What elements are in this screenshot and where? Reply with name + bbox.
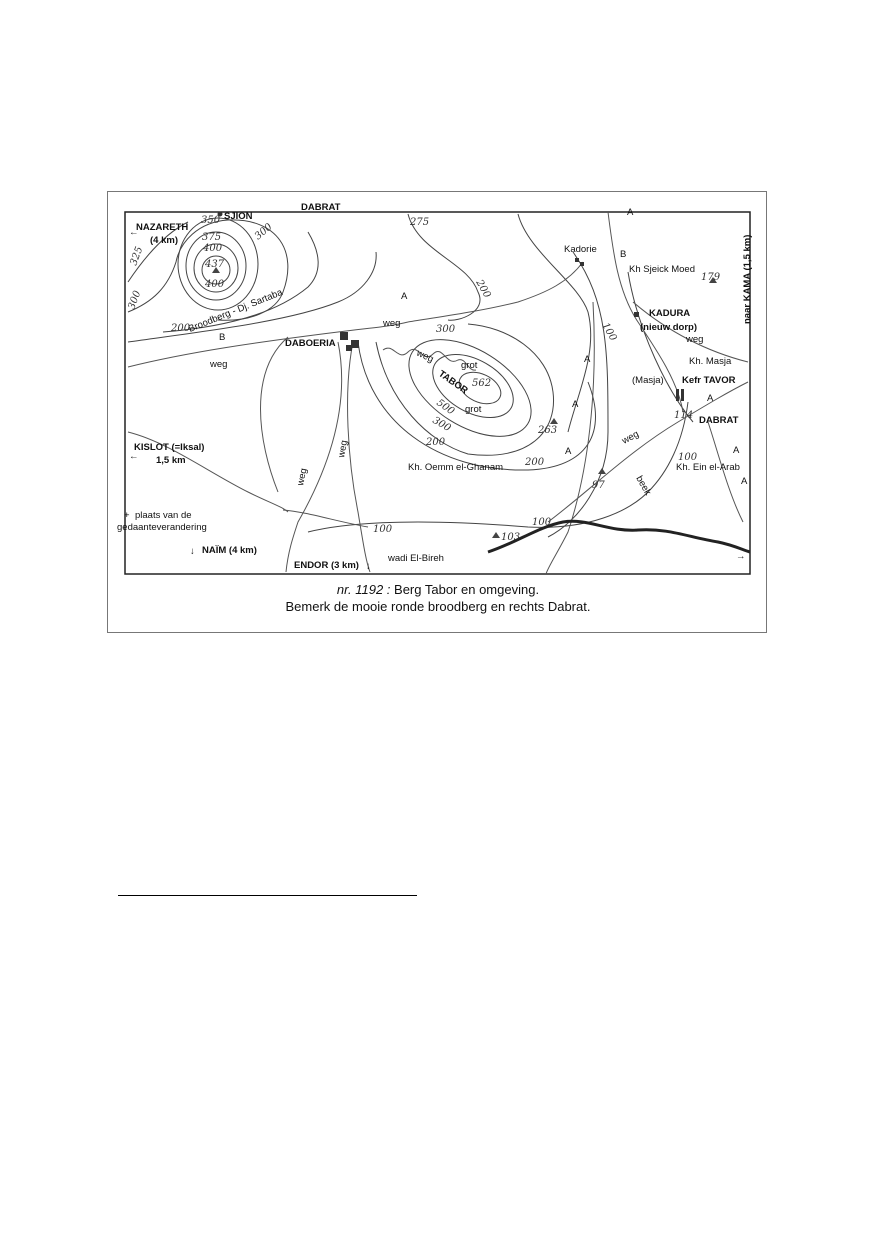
elev-500: 500 (434, 397, 457, 418)
label-kh-ein: Kh. Ein el-Arab (676, 462, 740, 473)
label-A-7: A (733, 445, 740, 456)
elev-179: 179 (701, 272, 721, 283)
elev-300-sjion: 300 (252, 221, 275, 243)
label-masja: (Masja) (632, 375, 664, 386)
label-weg-6: weg (620, 428, 641, 447)
label-daboeria: DABOERIA (285, 338, 336, 349)
arrow-left-icon-nazareth: ← (129, 227, 139, 238)
village-marks (218, 212, 685, 402)
elev-437: 437 (205, 259, 225, 270)
label-A-3: A (584, 354, 591, 365)
elev-100-ein: 100 (678, 452, 698, 463)
arrow-down-icon-endor: ↓ (366, 561, 371, 572)
elev-97: 97 (592, 480, 605, 491)
elev-100-river: 100 (532, 517, 552, 528)
label-A-8: A (741, 476, 748, 487)
legend-line2: gedaanteverandering (117, 522, 207, 533)
label-grot-1: grot (461, 360, 478, 371)
label-nazareth: NAZARETH (136, 222, 189, 233)
elev-400: 400 (203, 243, 223, 254)
elev-300-tabor: 300 (436, 324, 456, 335)
elev-350: 350 (201, 215, 221, 226)
map-figure (107, 191, 767, 633)
label-kadorie: Kadorie (564, 244, 597, 255)
caption-line-2: Bemerk de mooie ronde broodberg en rechts Dabrat. (285, 599, 591, 614)
label-dabrat-right: DABRAT (699, 415, 739, 426)
label-weg-1: weg (210, 359, 228, 370)
label-kh-sjeick-moed: Kh Sjeick Moed (629, 264, 696, 275)
label-A-6: A (707, 393, 714, 404)
label-beek: beek (633, 474, 654, 498)
label-wadi: wadi El-Bireh (388, 553, 444, 564)
elev-275: 275 (410, 217, 430, 228)
label-grot-2: grot (465, 404, 482, 415)
label-naim: NAÏM (4 km) (202, 545, 257, 556)
label-weg-4: weg (336, 439, 350, 459)
arrow-left-icon-kislot: ← (129, 451, 139, 462)
elev-100-bottom: 100 (373, 524, 393, 535)
caption-number: nr. 1192 : (336, 582, 391, 597)
label-nazareth-dist: (4 km) (150, 235, 178, 246)
elev-114: 114 (674, 410, 694, 421)
label-naar-kama: naar KAMA (1,5 km) (742, 234, 753, 324)
label-broodberg: Broodberg - Dj. Sartaba (187, 286, 285, 335)
label-weg-3: weg (295, 467, 310, 487)
label-endor: ENDOR (3 km) (294, 560, 359, 571)
elev-375: 375 (202, 232, 222, 243)
label-weg-5: weg (414, 347, 436, 366)
label-kadura: KADURA (649, 308, 691, 319)
arrow-down-icon: ↓ (190, 546, 195, 557)
map-drawing (108, 192, 768, 634)
label-A-2: A (627, 207, 634, 218)
label-A-4: A (572, 399, 579, 410)
elev-325: 325 (128, 245, 146, 268)
legend-cross-icon: + (124, 510, 130, 521)
map-caption (108, 581, 768, 615)
elev-300-low: 300 (430, 415, 453, 435)
river (488, 521, 750, 552)
label-kadura-sub: (nieuw dorp) (640, 322, 697, 333)
elev-200-left: 200 (171, 323, 191, 334)
label-tabor: TABOR (436, 368, 470, 397)
label-kislot-dist: 1,5 km (156, 455, 186, 466)
summit-marks (212, 267, 717, 538)
caption-line-1 (108, 581, 768, 598)
elev-200-right: 200 (525, 457, 545, 468)
label-kislot: KISLOT (=Iksal) (134, 442, 205, 453)
caption-title: Berg Tabor en omgeving. (394, 582, 540, 597)
label-sjion: SJION (224, 211, 253, 222)
elev-562: 562 (472, 378, 492, 389)
elev-200-mid: 200 (473, 278, 493, 301)
label-A-5: A (565, 446, 572, 457)
label-A-1: A (401, 291, 408, 302)
label-kh-oemm: Kh. Oemm el-Ghanam (408, 462, 504, 473)
elev-100-kadorie: 100 (599, 321, 619, 344)
elev-103: 103 (501, 532, 521, 543)
elev-200-tabor: 200 (426, 437, 446, 448)
label-kh-masja: Kh. Masja (689, 356, 732, 367)
elev-400b: 400 (205, 279, 225, 290)
elev-263: 263 (538, 425, 558, 436)
label-dabrat-top: DABRAT (301, 202, 341, 213)
label-B-2: B (620, 249, 627, 260)
elev-300-left: 300 (126, 289, 144, 312)
label-weg-7: weg (686, 334, 704, 345)
label-kefr-tavor: Kefr TAVOR (682, 375, 736, 386)
label-weg-2: weg (383, 318, 401, 329)
label-B-1: B (219, 332, 226, 343)
legend-line1: plaats van de (135, 510, 192, 521)
arrow-right-icon-river: → (736, 551, 746, 562)
footnote-separator (118, 895, 417, 896)
